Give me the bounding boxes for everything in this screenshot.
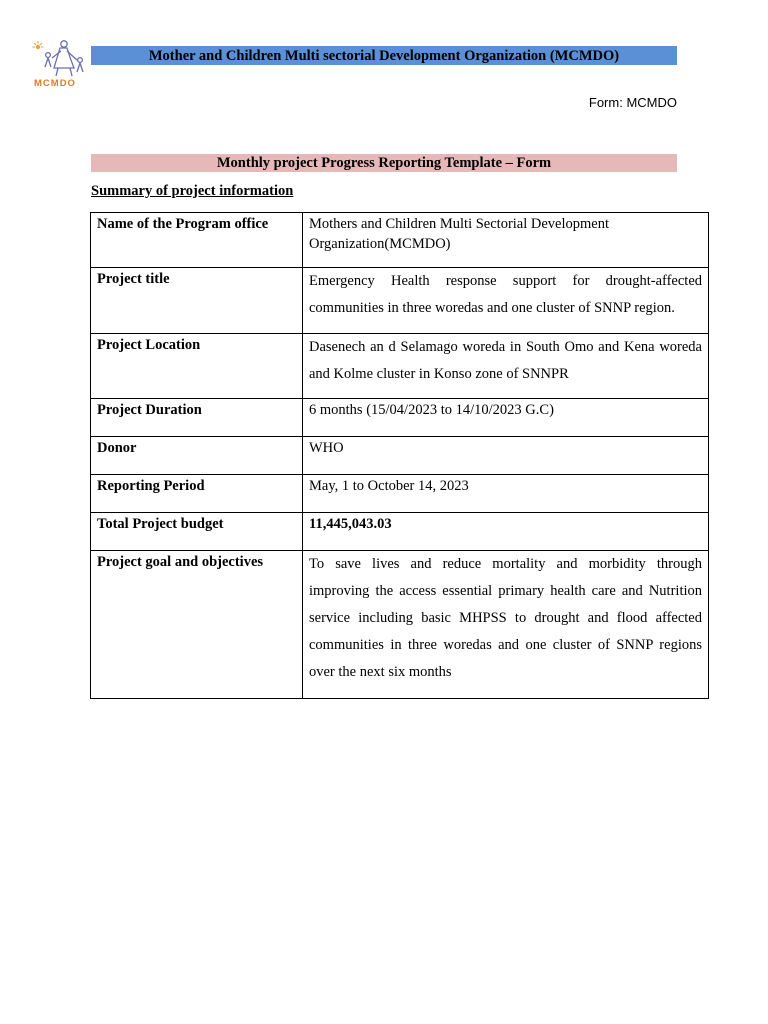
- form-identifier: Form: MCMDO: [588, 95, 677, 110]
- row-value: WHO: [303, 437, 709, 475]
- table-row: [91, 334, 709, 399]
- row-label: Name of the Program office: [91, 213, 303, 268]
- row-label: Total Project budget: [91, 513, 303, 551]
- row-value: Dasenech an d Selamago woreda in South Omo and Kena woreda and Kolme cluster in Konso zone of SNNPR: [303, 334, 709, 399]
- row-value: 6 months (15/04/2023 to 14/10/2023 G.C): [303, 399, 709, 437]
- table-row: [91, 513, 709, 551]
- row-label: Project Location: [91, 334, 303, 399]
- table-row: [91, 475, 709, 513]
- row-label: Project Duration: [91, 399, 303, 437]
- row-label: Reporting Period: [91, 475, 303, 513]
- table-row: [91, 399, 709, 437]
- row-label: Project goal and objectives: [91, 551, 303, 699]
- row-value: Emergency Health response support for drought-affected communities in three woredas and one cluster of SNNP region.: [303, 268, 709, 334]
- table-row: [91, 213, 709, 268]
- template-title: Monthly project Progress Reporting Template – Form: [91, 154, 677, 172]
- table-row: [91, 437, 709, 475]
- row-value: Mothers and Children Multi Sectorial Development Organization(MCMDO): [303, 213, 709, 268]
- row-value: 11,445,043.03: [303, 513, 709, 551]
- table-row: [91, 268, 709, 334]
- row-label: Donor: [91, 437, 303, 475]
- organization-banner: Mother and Children Multi sectorial Development Organization (MCMDO): [91, 46, 677, 65]
- project-info-table: [90, 212, 709, 699]
- row-value: To save lives and reduce mortality and morbidity through improving the access essential primary health care and Nutrition service including basic MHPSS to drought and flood affected communities in three woredas and one cluster of SNNP regions over the next six months: [303, 551, 709, 699]
- row-label: Project title: [91, 268, 303, 334]
- row-value: May, 1 to October 14, 2023: [303, 475, 709, 513]
- section-heading: Summary of project information: [91, 183, 294, 199]
- logo-text: MCMDO: [34, 78, 76, 89]
- mcmdo-logo: [30, 38, 96, 94]
- table-row: [91, 551, 709, 699]
